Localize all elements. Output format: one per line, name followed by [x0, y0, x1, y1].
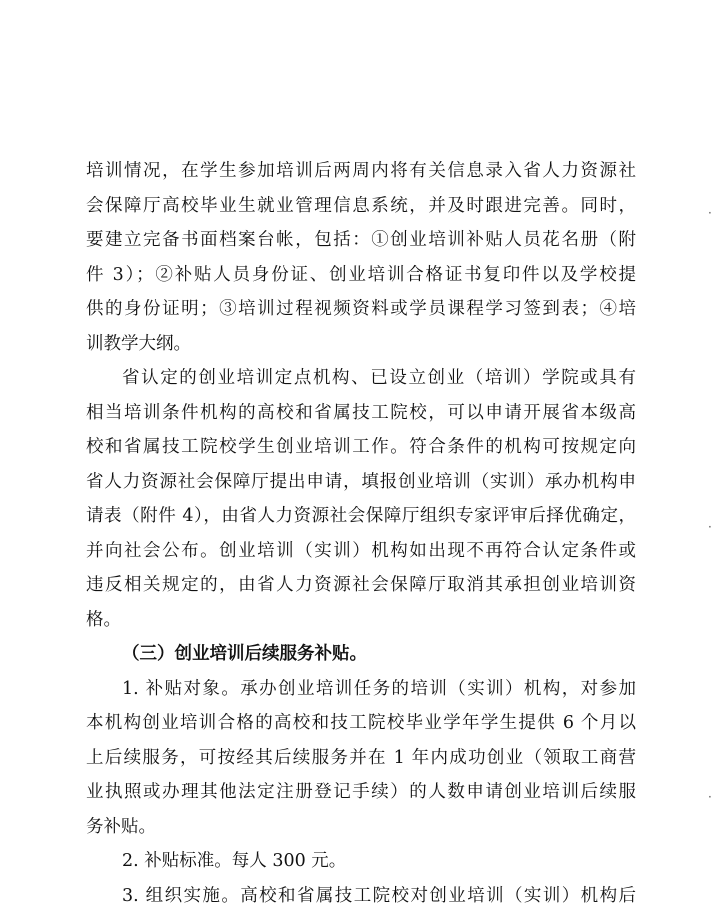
scan-mark: ·	[708, 790, 712, 804]
paragraph-line: 省认定的创业培训定点机构、已设立创业（培训）学院或具有	[122, 368, 636, 388]
paragraph-line: 相当培训条件机构的高校和省属技工院校，可以申请开展省本级高	[86, 402, 636, 423]
paragraph-line: 培训情况，在学生参加培训后两周内将有关信息录入省人力资源社	[86, 161, 636, 181]
paragraph-line: 省人力资源社会保障厅提出申请，填报创业培训（实训）承办机构申	[86, 471, 636, 492]
scan-mark: ·	[708, 520, 712, 534]
paragraph-line: 并向社会公布。创业培训（实训）机构如出现不再符合认定条件或	[86, 540, 636, 561]
section-heading: （三）创业培训后续服务补贴。	[122, 644, 367, 664]
scan-mark: ·	[708, 206, 712, 220]
paragraph-line: 务补贴。	[86, 816, 156, 837]
paragraph-line: 格。	[86, 609, 121, 630]
paragraph-line: 供的身份证明；③培训过程视频资料或学员课程学习签到表；④培	[86, 299, 636, 319]
paragraph-line: 校和省属技工院校学生创业培训工作。符合条件的机构可按规定向	[86, 437, 636, 457]
paragraph-line: 1. 补贴对象。承办创业培训任务的培训（实训）机构，对参加	[122, 678, 636, 699]
paragraph-line: 本机构创业培训合格的高校和技工院校毕业学年学生提供 6 个月以	[86, 713, 636, 733]
paragraph-line: 请表（附件 4），由省人力资源社会保障厅组织专家评审后择优确定，	[86, 506, 636, 526]
paragraph-line: 业执照或办理其他法定注册登记手续）的人数申请创业培训后续服	[86, 782, 636, 802]
paragraph-line: 件 3）；②补贴人员身份证、创业培训合格证书复印件以及学校提	[86, 264, 636, 285]
paragraph-line: 要建立完备书面档案台帐，包括：①创业培训补贴人员花名册（附	[86, 230, 636, 250]
paragraph-line: 3. 组织实施。高校和省属技工院校对创业培训（实训）机构后	[122, 885, 636, 906]
paragraph-line: 2. 补贴标准。每人 300 元。	[122, 851, 347, 871]
paragraph-line: 训教学大纲。	[86, 333, 191, 354]
paragraph-line: 会保障厅高校毕业生就业管理信息系统，并及时跟进完善。同时，	[86, 195, 636, 216]
paragraph-line: 上后续服务，可按经其后续服务并在 1 年内成功创业（领取工商营	[86, 747, 636, 768]
paragraph-line: 违反相关规定的，由省人力资源社会保障厅取消其承担创业培训资	[86, 575, 636, 595]
document-body	[86, 154, 636, 913]
